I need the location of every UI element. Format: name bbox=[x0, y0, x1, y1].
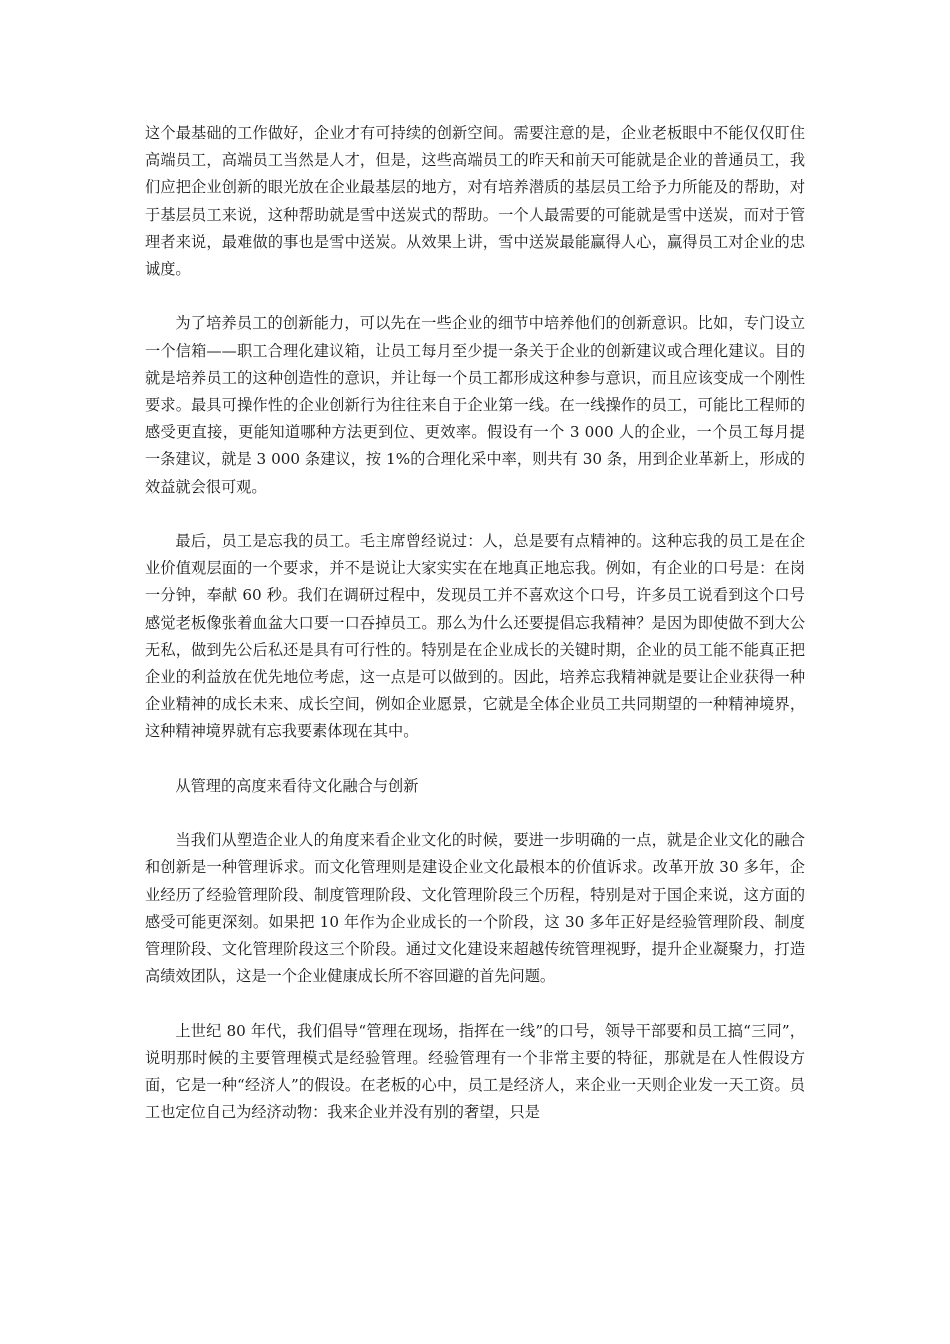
paragraph-4: 当我们从塑造企业人的角度来看企业文化的时候，要进一步明确的一点，就是企业文化的融合和创新是一种管理诉求。而文化管理则是建设企业文化最根本的价值诉求。改革开放 30 多年，企业经历了经验管理阶段、制度管理阶段、文化管理阶段三个历程，特别是对于国企来说，这方面的感受可能更深刻。如果把 10 年作为企业成长的一个阶段，这 30 多年正好是经验管理阶段、制度管理阶段、文化管理阶段这三个阶段。通过文化建设来超越传统管理视野，提升企业凝聚力，打造高绩效团队，这是一个企业健康成长所不容回避的首先问题。 bbox=[145, 831, 805, 986]
paragraph-2: 为了培养员工的创新能力，可以先在一些企业的细节中培养他们的创新意识。比如，专门设立一个信箱——职工合理化建议箱，让员工每月至少提一条关于企业的创新建议或合理化建议。目的就是培养员工的这种创造性的意识，并让每一个员工都形成这种参与意识，而且应该变成一个刚性要求。最具可操作性的企业创新行为往往来自于企业第一线。在一线操作的员工，可能比工程师的感受更直接，更能知道哪种方法更到位、更效率。假设有一个 3 000 人的企业，一个员工每月提一条建议，就是 3 000 条建议，按 1%的合理化采中率，则共有 30 条，用到企业革新上，形成的效益就会很可观。 bbox=[145, 314, 805, 496]
document-page bbox=[145, 120, 805, 1154]
paragraph-5: 上世纪 80 年代，我们倡导“管理在现场，指挥在一线”的口号，领导干部要和员工搞“三同”，说明那时候的主要管理模式是经验管理。经验管理有一个非常主要的特征，那就是在人性假设方面，它是一种“经济人”的假设。在老板的心中，员工是经济人，来企业一天则企业发一天工资。员工也定位自己为经济动物：我来企业并没有别的奢望，只是 bbox=[145, 1021, 805, 1122]
section-heading: 从管理的高度来看待文化融合与创新 bbox=[175, 776, 419, 795]
paragraph-1: 这个最基础的工作做好，企业才有可持续的创新空间。需要注意的是，企业老板眼中不能仅仅盯住高端员工，高端员工当然是人才，但是，这些高端员工的昨天和前天可能就是企业的普通员工，我们应把企业创新的眼光放在企业最基层的地方，对有培养潜质的基层员工给予力所能及的帮助，对于基层员工来说，这种帮助就是雪中送炭式的帮助。一个人最需要的可能就是雪中送炭，而对于管理者来说，最难做的事也是雪中送炭。从效果上讲，雪中送炭最能赢得人心，赢得员工对企业的忠诚度。 bbox=[145, 124, 805, 279]
paragraph-3: 最后，员工是忘我的员工。毛主席曾经说过：人，总是要有点精神的。这种忘我的员工是在企业价值观层面的一个要求，并不是说让大家实实在在地真正地忘我。例如，有企业的口号是：在岗一分钟，奉献 60 秒。我们在调研过程中，发现员工并不喜欢这个口号，许多员工说看到这个口号感觉老板像张着血盆大口要一口吞掉员工。那么为什么还要提倡忘我精神？是因为即使做不到大公无私，做到先公后私还是具有可行性的。特别是在企业成长的关键时期，企业的员工能不能真正把企业的利益放在优先地位考虑，这一点是可以做到的。因此，培养忘我精神就是要让企业获得一种企业精神的成长未来、成长空间，例如企业愿景，它就是全体企业员工共同期望的一种精神境界，这种精神境界就有忘我要素体现在其中。 bbox=[145, 532, 805, 741]
